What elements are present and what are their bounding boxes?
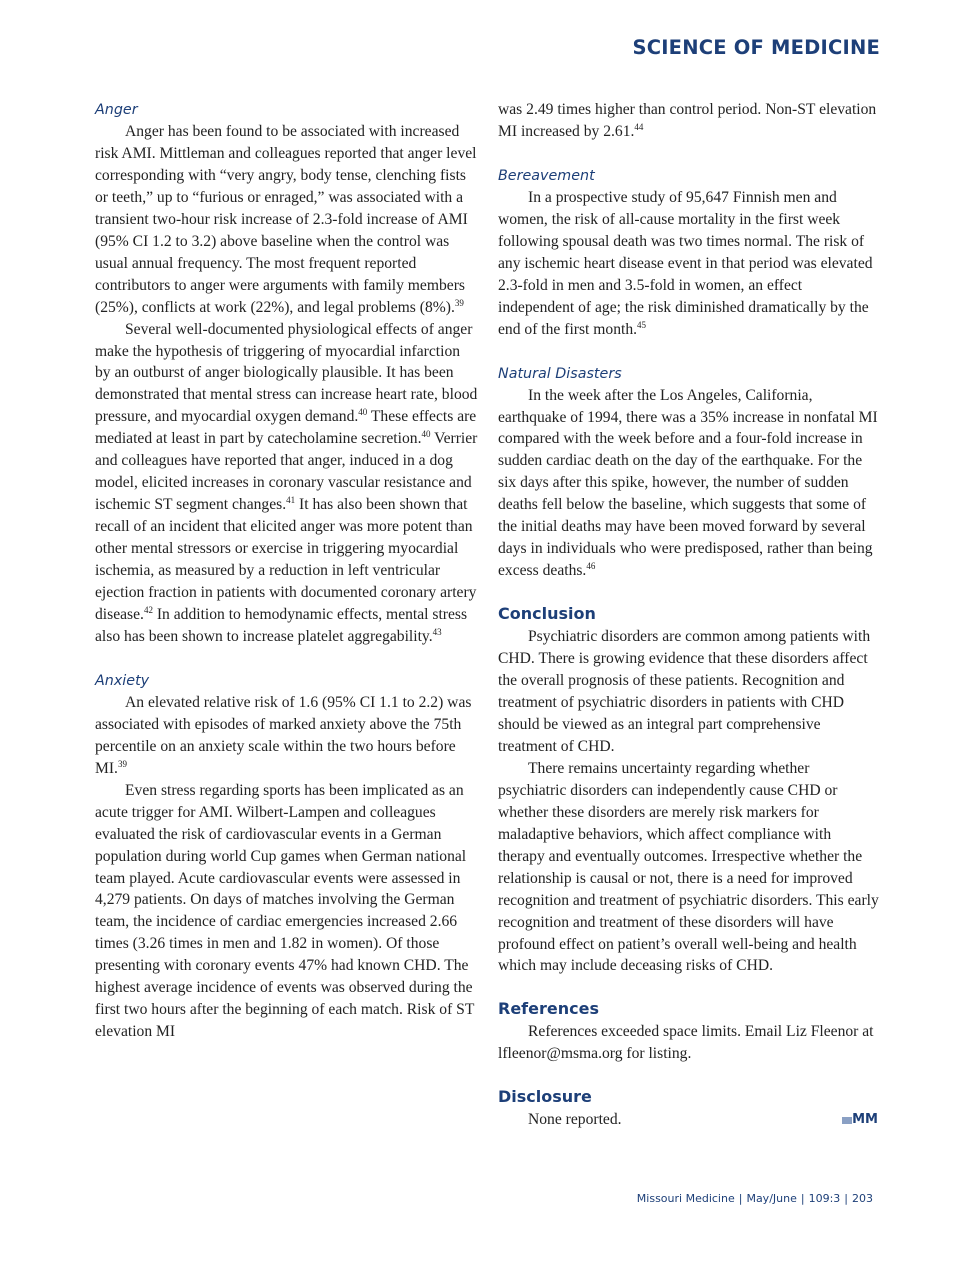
anger-paragraph-2: Several well-documented physiological effects of anger make the hypothesis of triggering of myocardial infarction by an outburst of anger biologically plausible. It has been demonstrated that mental stress can increase heart rate, blood pressure, and myocardial oxygen demand.$^{40}$ These effects are mediated at least in part by catecholamine secretion.$^{40}$ Verrier and colleagues have reported that anger, induced in a dog model, elicited increases in coronary vascular resistance and ischemic ST segment changes.$^{41}$ It has also been shown that recall of an incident that elicited anger was more potent than other mental stressors or exercise in triggering myocardial ischemia, as measured by a reduction in left ventricular ejection fraction in patients with documented coronary artery disease.$^{42}$ In addition to hemodynamic effects, mental stress also has been shown to increase platelet aggregability.$^{43}$ (95, 320, 478, 645)
mm-logo: MM (842, 1109, 878, 1131)
disclosure-paragraph: None reported. (528, 1111, 622, 1129)
citation-40: 40 (358, 407, 368, 418)
citation-41: 41 (286, 495, 296, 506)
footer-volume: 109:3 (808, 1192, 841, 1205)
logo-bar-icon (842, 1117, 852, 1124)
citation-45: 45 (637, 319, 647, 330)
footer-separator: | (738, 1192, 743, 1205)
heading-references: References (498, 999, 599, 1019)
conclusion-paragraph-2: There remains uncertainty regarding whether psychiatric disorders can independently cause CHD or whether these disorders are merely risk markers for maladaptive behaviors, which affect compliance with therapy and eventually outcomes. Irrespective whether the relationship is causal or not, there is a need for improved recognition and treatment of psychiatric disorders. This early recognition and treatment of these disorders will have profound effect on patient’s overall well-being and health which may include deceasing risks of CHD. (498, 759, 879, 975)
bereavement-paragraph: In a prospective study of 95,647 Finnish men and women, the risk of all-cause mortality in the first week following spousal death was two times normal. The risk of any ischemic heart disease event in that period was elevated 2.3-fold in men and 3.5-fold in women, an effect independent of age; the risk diminished dramatically by the end of the first month.$^{45}$ (498, 188, 873, 338)
footer-issue: May/June (746, 1192, 797, 1205)
footer-separator: | (844, 1192, 848, 1205)
footer-journal: Missouri Medicine (636, 1192, 735, 1205)
conclusion-paragraph-1: Psychiatric disorders are common among patients with CHD. There is growing evidence that these disorders affect the overall prognosis of these patients. Recognition and treatment of psychiatric disorders in patients with CHD should be viewed as an integral part comprehensive treatment of CHD. (498, 628, 871, 755)
natural-disasters-paragraph: In the week after the Los Angeles, California, earthquake of 1994, there was a 35% increase in nonfatal MI compared with the week before and a four-fold increase in sudden cardiac death on the day of the earthquake. For the six days after this spike, however, the number of sudden deaths fell below the baseline, which suggests that some of the initial deaths may have been moved forward by several days in individuals who were predisposed, rather than being excess deaths.$^{46}$ (498, 386, 878, 580)
citation-40b: 40 (421, 429, 431, 440)
heading-disclosure: Disclosure (498, 1087, 592, 1107)
left-column (95, 99, 479, 1043)
references-paragraph: References exceeded space limits. Email Liz Fleenor at lfleenor@msma.org for listing. (498, 1023, 874, 1063)
heading-natural-disasters: Natural Disasters (498, 365, 622, 382)
citation-42: 42 (143, 604, 153, 615)
right-column (498, 99, 880, 1131)
anger-paragraph-1: Anger has been found to be associated with increased risk AMI. Mittleman and colleagues reported that anger level corresponding with “very angry, body tense, clenching fists or teeth,” up to “furious or enraged,” was associated with a transient two-hour risk increase of 2.3-fold increase of AMI (95% CI 1.2 to 3.2) above baseline when the control was usual annual frequency. The most frequent reported contributors to anger were arguments with family members (25%), conflicts at work (22%), and legal problems (8%).$^{39}$ (95, 123, 477, 316)
heading-bereavement: Bereavement (498, 167, 595, 184)
heading-anger: Anger (95, 102, 138, 118)
citation-39: 39 (454, 297, 464, 308)
anxiety-paragraph-1: An elevated relative risk of 1.6 (95% CI 1.1 to 2.2) was associated with episodes of marked anxiety above the 75th percentile on an anxiety scale within the two hours before MI.$^{39}$ (95, 693, 472, 777)
page-footer (637, 1192, 873, 1205)
heading-anxiety: Anxiety (95, 672, 150, 689)
footer-page-number: 203 (852, 1192, 873, 1205)
section-label: SCIENCE OF MEDICINE (632, 36, 880, 59)
citation-39b: 39 (117, 758, 127, 769)
anxiety-paragraph-2-continued: was 2.49 times higher than control period. Non-ST elevation MI increased by 2.61.44 (498, 101, 877, 140)
citation-43: 43 (432, 626, 442, 637)
heading-conclusion: Conclusion (498, 604, 596, 624)
footer-separator: | (800, 1192, 805, 1205)
anxiety-paragraph-2: Even stress regarding sports has been implicated as an acute trigger for AMI. Wilbert-Lampen and colleagues evaluated the risk of cardiovascular events in a German population during world Cup games when German national team played. Acute cardiovascular events were assessed in 4,279 patients. On days of matches involving the German team, the incidence of cardiac emergencies increased 2.66 times (3.26 times in men and 1.82 in women). Of those presenting with coronary events 47% had known CHD. The highest average incidence of events was observed during the first two hours after the beginning of each match. Risk of ST elevation MI (95, 781, 475, 1041)
citation-44: 44 (634, 121, 644, 132)
citation-46: 46 (586, 561, 596, 572)
